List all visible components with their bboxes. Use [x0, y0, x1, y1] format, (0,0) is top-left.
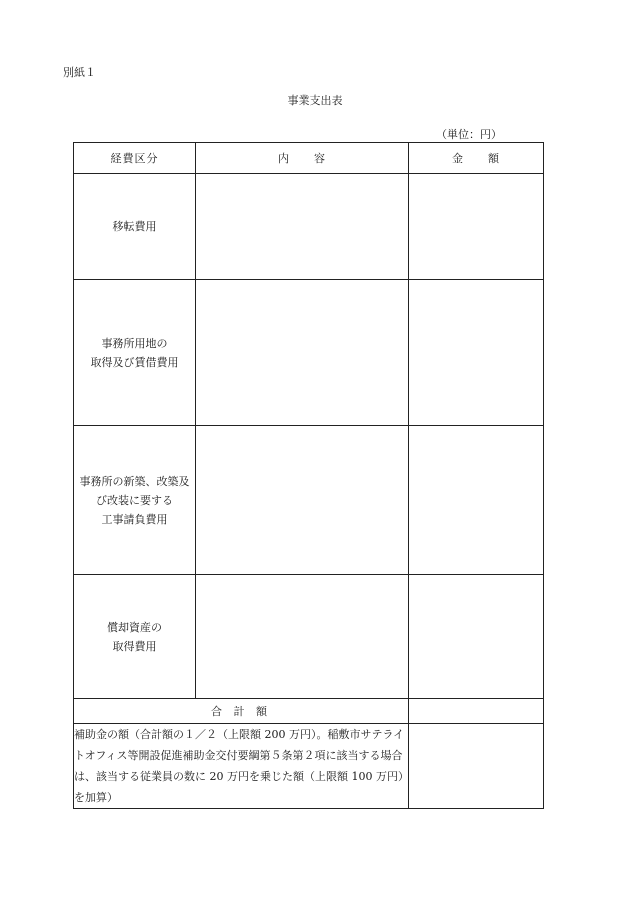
category-cell	[74, 575, 196, 699]
content-cell[interactable]	[196, 426, 409, 575]
header-category: 経費区分	[74, 143, 196, 174]
total-row	[74, 699, 544, 724]
attachment-label: 別紙１	[63, 66, 96, 79]
subsidy-row	[74, 724, 544, 809]
document-title: 事業支出表	[287, 94, 343, 107]
amount-cell[interactable]	[409, 426, 544, 575]
table-header-row	[74, 143, 544, 174]
category-line: 取得費用	[112, 639, 157, 653]
category-line: 事務所の新築、改築及	[79, 474, 190, 488]
amount-cell[interactable]	[409, 575, 544, 699]
category-cell	[74, 174, 196, 280]
subsidy-amount-cell[interactable]	[409, 724, 544, 809]
amount-cell[interactable]	[409, 174, 544, 280]
unit-note: （単位：円）	[436, 128, 502, 141]
category-line: 償却資産の	[107, 620, 162, 634]
amount-cell[interactable]	[409, 280, 544, 426]
header-amount: 金 額	[409, 143, 544, 174]
category-line: び改装に要する	[96, 493, 173, 507]
subsidy-description: 補助金の額（合計額の１／２（上限額 200 万円）。稲敷市サテライトオフィス等開設促進補助金交付要綱第５条第２項に該当する場合は、該当する従業員の数に 20 万円を乗じた額（上限額 100 万円）を加算）	[74, 724, 409, 809]
content-cell[interactable]	[196, 575, 409, 699]
expense-table	[73, 142, 544, 809]
total-label: 合 計 額	[74, 699, 409, 724]
category-line: 工事請負費用	[101, 512, 168, 526]
table-row	[74, 174, 544, 280]
category-cell	[74, 426, 196, 575]
header-content: 内 容	[196, 143, 409, 174]
content-cell[interactable]	[196, 174, 409, 280]
category-cell	[74, 280, 196, 426]
table-row	[74, 575, 544, 699]
category-line: 取得及び賃借費用	[90, 355, 179, 369]
table-row	[74, 426, 544, 575]
category-line: 移転費用	[112, 220, 157, 233]
table-row	[74, 280, 544, 426]
content-cell[interactable]	[196, 280, 409, 426]
category-line: 事務所用地の	[101, 336, 168, 350]
total-amount-cell[interactable]	[409, 699, 544, 724]
